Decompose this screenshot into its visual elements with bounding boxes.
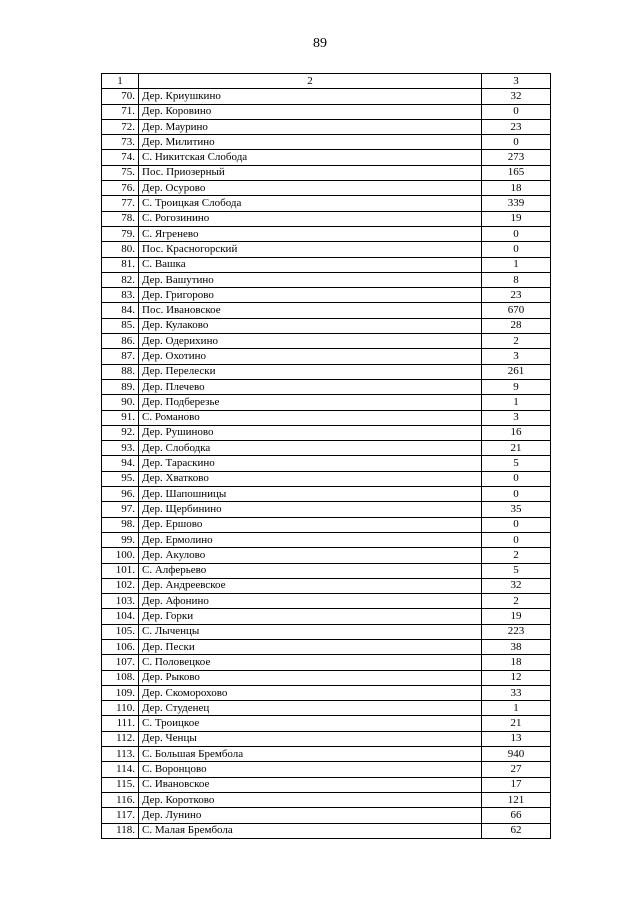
settlement-name-cell: Дер. Ченцы <box>139 731 482 746</box>
row-number-cell: 104. <box>102 609 139 624</box>
row-number-cell: 72. <box>102 119 139 134</box>
row-number-cell: 87. <box>102 349 139 364</box>
settlement-name-cell: Дер. Щербинино <box>139 502 482 517</box>
row-number-cell: 73. <box>102 135 139 150</box>
row-number-cell: 114. <box>102 762 139 777</box>
table-row <box>102 303 551 318</box>
row-number-cell: 81. <box>102 257 139 272</box>
value-cell: 38 <box>482 639 551 654</box>
settlements-table <box>101 73 551 839</box>
table-row <box>102 548 551 563</box>
table-row <box>102 425 551 440</box>
value-cell: 27 <box>482 762 551 777</box>
value-cell: 21 <box>482 441 551 456</box>
value-cell: 670 <box>482 303 551 318</box>
table-row <box>102 104 551 119</box>
row-number-cell: 105. <box>102 624 139 639</box>
header-cell-number: 1 <box>102 74 139 89</box>
value-cell: 273 <box>482 150 551 165</box>
value-cell: 12 <box>482 670 551 685</box>
value-cell: 121 <box>482 792 551 807</box>
table-row <box>102 150 551 165</box>
table-row <box>102 716 551 731</box>
settlement-name-cell: Дер. Осурово <box>139 181 482 196</box>
value-cell: 35 <box>482 502 551 517</box>
settlement-name-cell: Дер. Хватково <box>139 471 482 486</box>
row-number-cell: 83. <box>102 288 139 303</box>
table-row <box>102 578 551 593</box>
settlement-name-cell: С. Романово <box>139 410 482 425</box>
value-cell: 3 <box>482 410 551 425</box>
row-number-cell: 110. <box>102 701 139 716</box>
value-cell: 0 <box>482 532 551 547</box>
settlement-name-cell: Дер. Ершово <box>139 517 482 532</box>
settlement-name-cell: Дер. Милитино <box>139 135 482 150</box>
settlement-name-cell: С. Никитская Слобода <box>139 150 482 165</box>
table-row <box>102 502 551 517</box>
settlement-name-cell: Пос. Красногорский <box>139 242 482 257</box>
value-cell: 23 <box>482 119 551 134</box>
header-cell-value: 3 <box>482 74 551 89</box>
value-cell: 9 <box>482 379 551 394</box>
row-number-cell: 79. <box>102 226 139 241</box>
row-number-cell: 101. <box>102 563 139 578</box>
settlement-name-cell: С. Лыченцы <box>139 624 482 639</box>
row-number-cell: 113. <box>102 747 139 762</box>
settlement-name-cell: Пос. Приозерный <box>139 165 482 180</box>
settlement-name-cell: Дер. Плечево <box>139 379 482 394</box>
table-row <box>102 731 551 746</box>
table-row <box>102 181 551 196</box>
value-cell: 339 <box>482 196 551 211</box>
value-cell: 1 <box>482 701 551 716</box>
table-row <box>102 288 551 303</box>
row-number-cell: 103. <box>102 594 139 609</box>
table-row <box>102 624 551 639</box>
table-row <box>102 349 551 364</box>
settlement-name-cell: Пос. Ивановское <box>139 303 482 318</box>
row-number-cell: 107. <box>102 655 139 670</box>
row-number-cell: 80. <box>102 242 139 257</box>
value-cell: 16 <box>482 425 551 440</box>
settlement-name-cell: С. Ивановское <box>139 777 482 792</box>
value-cell: 3 <box>482 349 551 364</box>
settlement-name-cell: С. Вашка <box>139 257 482 272</box>
settlement-name-cell: Дер. Акулово <box>139 548 482 563</box>
row-number-cell: 88. <box>102 364 139 379</box>
table-row <box>102 89 551 104</box>
row-number-cell: 82. <box>102 272 139 287</box>
value-cell: 19 <box>482 609 551 624</box>
settlement-name-cell: Дер. Рыково <box>139 670 482 685</box>
value-cell: 0 <box>482 242 551 257</box>
settlement-name-cell: Дер. Рушиново <box>139 425 482 440</box>
row-number-cell: 77. <box>102 196 139 211</box>
row-number-cell: 115. <box>102 777 139 792</box>
row-number-cell: 71. <box>102 104 139 119</box>
table-row <box>102 441 551 456</box>
row-number-cell: 99. <box>102 532 139 547</box>
row-number-cell: 102. <box>102 578 139 593</box>
table-row <box>102 594 551 609</box>
table-row <box>102 196 551 211</box>
table-row <box>102 823 551 838</box>
value-cell: 223 <box>482 624 551 639</box>
row-number-cell: 70. <box>102 89 139 104</box>
table-row <box>102 701 551 716</box>
row-number-cell: 75. <box>102 165 139 180</box>
row-number-cell: 94. <box>102 456 139 471</box>
table-row <box>102 272 551 287</box>
table-row <box>102 762 551 777</box>
row-number-cell: 118. <box>102 823 139 838</box>
value-cell: 0 <box>482 471 551 486</box>
row-number-cell: 100. <box>102 548 139 563</box>
row-number-cell: 76. <box>102 181 139 196</box>
value-cell: 66 <box>482 808 551 823</box>
value-cell: 5 <box>482 456 551 471</box>
row-number-cell: 93. <box>102 441 139 456</box>
settlement-name-cell: С. Большая Брембола <box>139 747 482 762</box>
table-row <box>102 487 551 502</box>
settlement-name-cell: С. Рогозинино <box>139 211 482 226</box>
settlement-name-cell: Дер. Криушкино <box>139 89 482 104</box>
row-number-cell: 108. <box>102 670 139 685</box>
settlement-name-cell: Дер. Ермолино <box>139 532 482 547</box>
settlement-name-cell: Дер. Скоморохово <box>139 685 482 700</box>
row-number-cell: 116. <box>102 792 139 807</box>
row-number-cell: 85. <box>102 318 139 333</box>
settlement-name-cell: Дер. Маурино <box>139 119 482 134</box>
value-cell: 0 <box>482 135 551 150</box>
table-row <box>102 165 551 180</box>
value-cell: 165 <box>482 165 551 180</box>
settlement-name-cell: Дер. Коровино <box>139 104 482 119</box>
settlement-name-cell: Дер. Лунино <box>139 808 482 823</box>
settlement-name-cell: Дер. Перелески <box>139 364 482 379</box>
value-cell: 17 <box>482 777 551 792</box>
value-cell: 18 <box>482 181 551 196</box>
value-cell: 21 <box>482 716 551 731</box>
settlement-name-cell: Дер. Тараскино <box>139 456 482 471</box>
value-cell: 8 <box>482 272 551 287</box>
table-row <box>102 364 551 379</box>
row-number-cell: 74. <box>102 150 139 165</box>
value-cell: 28 <box>482 318 551 333</box>
value-cell: 261 <box>482 364 551 379</box>
settlement-name-cell: Дер. Вашутино <box>139 272 482 287</box>
settlement-name-cell: Дер. Коротково <box>139 792 482 807</box>
value-cell: 13 <box>482 731 551 746</box>
value-cell: 18 <box>482 655 551 670</box>
table-row <box>102 334 551 349</box>
settlement-name-cell: Дер. Подберезье <box>139 395 482 410</box>
table-row <box>102 747 551 762</box>
row-number-cell: 98. <box>102 517 139 532</box>
row-number-cell: 112. <box>102 731 139 746</box>
settlement-name-cell: С. Троицкая Слобода <box>139 196 482 211</box>
row-number-cell: 95. <box>102 471 139 486</box>
settlement-name-cell: Дер. Слободка <box>139 441 482 456</box>
value-cell: 62 <box>482 823 551 838</box>
table-row <box>102 471 551 486</box>
settlement-name-cell: Дер. Афонино <box>139 594 482 609</box>
table-row <box>102 318 551 333</box>
table-row <box>102 379 551 394</box>
row-number-cell: 92. <box>102 425 139 440</box>
settlement-name-cell: Дер. Студенец <box>139 701 482 716</box>
table-row <box>102 655 551 670</box>
table-row <box>102 395 551 410</box>
settlement-name-cell: Дер. Пески <box>139 639 482 654</box>
row-number-cell: 117. <box>102 808 139 823</box>
row-number-cell: 86. <box>102 334 139 349</box>
settlement-name-cell: С. Троицкое <box>139 716 482 731</box>
table-row <box>102 257 551 272</box>
value-cell: 0 <box>482 104 551 119</box>
table-row <box>102 226 551 241</box>
row-number-cell: 109. <box>102 685 139 700</box>
row-number-cell: 111. <box>102 716 139 731</box>
row-number-cell: 84. <box>102 303 139 318</box>
value-cell: 1 <box>482 257 551 272</box>
row-number-cell: 106. <box>102 639 139 654</box>
page-number: 89 <box>313 36 327 51</box>
table-row <box>102 639 551 654</box>
table-row <box>102 792 551 807</box>
value-cell: 32 <box>482 89 551 104</box>
table-row <box>102 456 551 471</box>
value-cell: 2 <box>482 594 551 609</box>
settlement-name-cell: Дер. Охотино <box>139 349 482 364</box>
row-number-cell: 90. <box>102 395 139 410</box>
table-row <box>102 685 551 700</box>
value-cell: 23 <box>482 288 551 303</box>
table-row <box>102 808 551 823</box>
table-row <box>102 211 551 226</box>
settlement-name-cell: С. Половецкое <box>139 655 482 670</box>
table-row <box>102 609 551 624</box>
value-cell: 32 <box>482 578 551 593</box>
settlement-name-cell: С. Алферьево <box>139 563 482 578</box>
table-row <box>102 242 551 257</box>
row-number-cell: 91. <box>102 410 139 425</box>
table-row <box>102 119 551 134</box>
value-cell: 0 <box>482 487 551 502</box>
table-row <box>102 670 551 685</box>
value-cell: 19 <box>482 211 551 226</box>
table-row <box>102 777 551 792</box>
value-cell: 0 <box>482 517 551 532</box>
row-number-cell: 78. <box>102 211 139 226</box>
settlement-name-cell: С. Малая Брембола <box>139 823 482 838</box>
table-row <box>102 563 551 578</box>
settlement-name-cell: Дер. Шапошницы <box>139 487 482 502</box>
table-row <box>102 410 551 425</box>
table-row <box>102 135 551 150</box>
settlement-name-cell: С. Воронцово <box>139 762 482 777</box>
table-row <box>102 532 551 547</box>
row-number-cell: 96. <box>102 487 139 502</box>
settlement-name-cell: Дер. Андреевское <box>139 578 482 593</box>
value-cell: 5 <box>482 563 551 578</box>
value-cell: 2 <box>482 334 551 349</box>
row-number-cell: 89. <box>102 379 139 394</box>
table-row <box>102 517 551 532</box>
settlement-name-cell: С. Ягренево <box>139 226 482 241</box>
table-body <box>102 74 551 839</box>
value-cell: 33 <box>482 685 551 700</box>
row-number-cell: 97. <box>102 502 139 517</box>
value-cell: 940 <box>482 747 551 762</box>
settlement-name-cell: Дер. Кулаково <box>139 318 482 333</box>
settlement-name-cell: Дер. Горки <box>139 609 482 624</box>
value-cell: 2 <box>482 548 551 563</box>
settlement-name-cell: Дер. Одерихино <box>139 334 482 349</box>
settlement-name-cell: Дер. Григорово <box>139 288 482 303</box>
value-cell: 1 <box>482 395 551 410</box>
header-cell-name: 2 <box>139 74 482 89</box>
value-cell: 0 <box>482 226 551 241</box>
table-header-row <box>102 74 551 89</box>
